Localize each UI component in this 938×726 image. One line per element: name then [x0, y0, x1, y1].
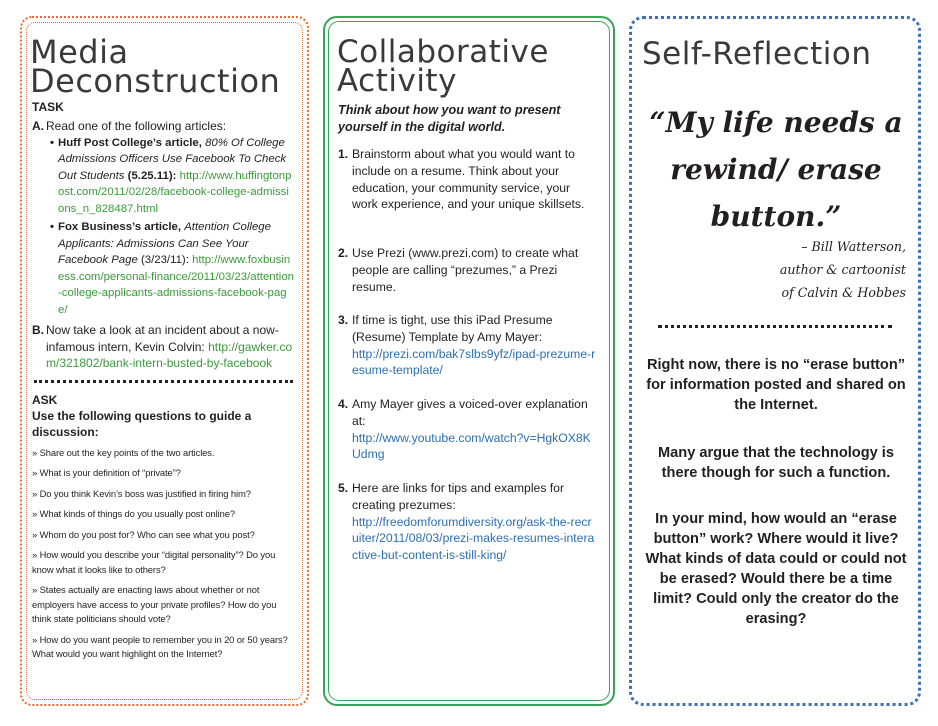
- article-2-title: Attention College Applicants: Admissions Can See Your Facebook Page: [58, 221, 271, 266]
- bullet-dot: •: [50, 221, 54, 233]
- question-item: » What is your definition of “private”?: [32, 467, 181, 478]
- collaborative-activity-panel: [323, 16, 615, 706]
- title-line-1: Media: [30, 33, 129, 71]
- step-4: [338, 396, 598, 463]
- article-1-link[interactable]: http://www.huffingtonpost.com/2011/02/28/facebook-college-admissions_n_828487.html: [58, 169, 292, 215]
- step-number: 3.: [338, 313, 349, 327]
- article-1-source: Huff Post College’s article,: [58, 136, 202, 149]
- article-2: [50, 219, 295, 318]
- question-item: » How would you describe your “digital personality”? Do you know what it looks like to others?: [32, 549, 276, 575]
- ask-heading: ASK: [32, 392, 58, 407]
- bullet-dot: •: [50, 136, 54, 149]
- task-section: [32, 100, 295, 668]
- reflection-paragraph-3: In your mind, how would an “erase button” work? Where would it live? What kinds of data could or could not be erased? Would there be a time limit? Could only the creator do the erasing?: [645, 511, 907, 627]
- title-line-2: Activity: [337, 63, 457, 99]
- step-text: Use Prezi (www.prezi.com) to create what people are calling “prezumes,” a Prezi resume.: [352, 246, 579, 294]
- question-item: » Share out the key points of the two articles.: [32, 446, 215, 458]
- task-item-b: [32, 322, 295, 372]
- step-text: Here are links for tips and examples for creating prezumes:: [352, 481, 565, 512]
- title-line-2: Deconstruction: [30, 62, 281, 100]
- question-item: » What kinds of things do you usually post online?: [32, 508, 235, 519]
- reflection-paragraph-2: Many argue that the technology is there though for such a function.: [658, 445, 894, 481]
- step-number: 2.: [338, 246, 349, 260]
- question-item: » States actually are enacting laws about whether or not employers have access to your private profiles? How do you think state politicians should vote?: [32, 584, 277, 624]
- task-heading: TASK: [32, 100, 64, 114]
- item-b-label: B.: [32, 323, 44, 337]
- step-link[interactable]: http://www.youtube.com/watch?v=HgkOX8KUdmg: [352, 430, 591, 462]
- media-deconstruction-panel: [20, 16, 309, 706]
- question-item: » Whom do you post for? Who can see what you post?: [32, 528, 255, 540]
- article-2-date: (3/23/11):: [140, 254, 189, 266]
- ask-intro: Use the following questions to guide a discussion:: [32, 408, 252, 439]
- item-a-text: Read one of the following articles:: [46, 119, 227, 133]
- self-reflection-panel: [629, 16, 921, 706]
- step-3: [338, 312, 598, 379]
- step-2: [338, 245, 598, 295]
- step-5: [338, 480, 598, 564]
- watterson-quote: “My life needs a rewind/ erase button.”: [649, 106, 903, 233]
- task-item-a: [32, 118, 295, 135]
- article-1-date: (5.25.11):: [127, 169, 177, 182]
- attribution-work: of Calvin & Hobbes: [781, 285, 906, 300]
- article-1: [50, 135, 295, 218]
- self-reflection-title: Self-Reflection: [642, 36, 872, 72]
- step-1: [338, 146, 598, 213]
- attribution-role: author & cartoonist: [779, 262, 906, 277]
- step-text: If time is tight, use this iPad Presume (Resume) Template by Amy Mayer:: [352, 313, 553, 344]
- attribution-name: – Bill Watterson,: [801, 239, 906, 254]
- quote-divider: [658, 325, 892, 328]
- article-1-title: 80% Of College Admissions Officers Use Facebook To Check Out Students: [58, 136, 287, 182]
- question-item: » Do you think Kevin’s boss was justified in firing him?: [32, 487, 251, 499]
- item-b-link[interactable]: http://gawker.com/321802/bank-intern-busted-by-facebook: [46, 339, 293, 370]
- question-item: » How do you want people to remember you in 20 or 50 years? What would you want highlight on the Internet?: [32, 633, 288, 659]
- section-divider: [34, 380, 293, 383]
- step-link[interactable]: http://freedomforumdiversity.org/ask-the-recruiter/2011/08/03/prezi-makes-resumes-interactive-but-content-is-still-king/: [352, 514, 595, 563]
- item-b-text: Now take a look at an incident about a now-infamous intern, Kevin Colvin:: [46, 323, 279, 354]
- step-text: Brainstorm about what you would want to include on a resume. Think about your education, your community service, your work experience, and your unique skillsets.: [352, 147, 585, 212]
- title-line-1: Collaborative: [337, 34, 549, 70]
- step-number: 4.: [338, 397, 349, 411]
- step-number: 1.: [338, 147, 349, 161]
- step-number: 5.: [338, 481, 349, 495]
- media-deconstruction-title: [30, 33, 302, 100]
- item-a-label: A.: [32, 119, 44, 133]
- step-text: Amy Mayer gives a voiced-over explanation at:: [352, 397, 588, 428]
- quote-attribution: [706, 235, 906, 304]
- question-list: [32, 446, 295, 662]
- reflection-paragraph-1: Right now, there is no “erase button” for information posted and shared on the Internet.: [646, 357, 906, 413]
- collab-intro: Think about how you want to present yourself in the digital world.: [338, 103, 561, 134]
- article-2-source: Fox Business’s article,: [58, 221, 182, 233]
- article-2-link[interactable]: http://www.foxbusiness.com/personal-finance/2011/03/23/attention-college-applicants-admissions-facebook-page/: [58, 254, 294, 316]
- collaborative-activity-title: [337, 34, 607, 99]
- step-link[interactable]: http://prezi.com/bak7slbs9yfz/ipad-prezume-resume-template/: [352, 346, 596, 378]
